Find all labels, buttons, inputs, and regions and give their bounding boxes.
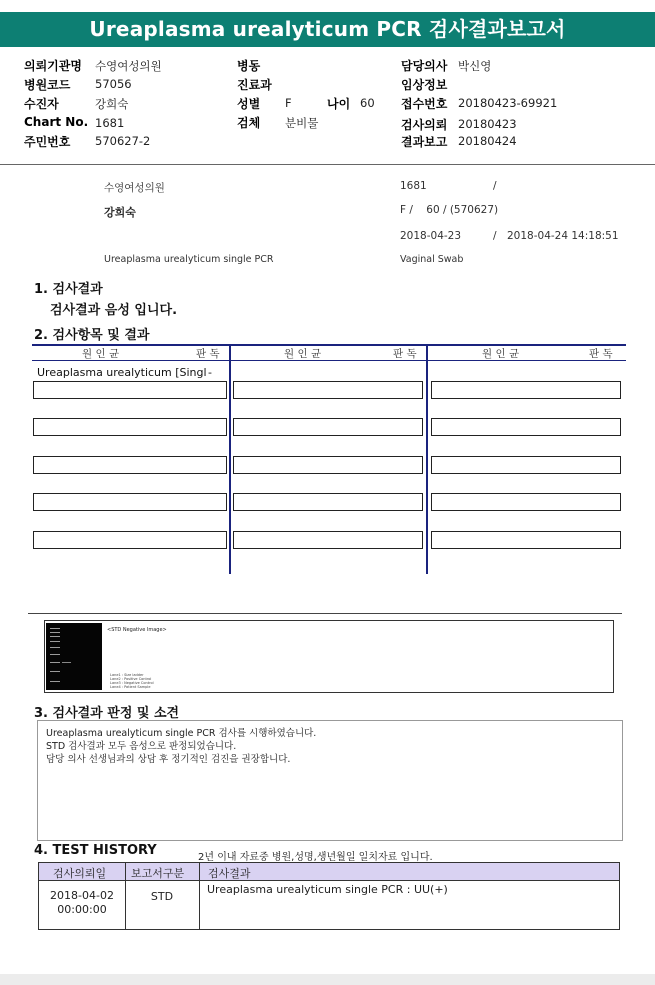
clinic-name-value: 수영여성의원	[95, 59, 162, 73]
grid-cell	[431, 418, 621, 436]
history-row-type: STD	[150, 890, 174, 903]
report-header	[0, 54, 655, 166]
summary-chart: 1681	[400, 180, 427, 192]
grid-col1-organism-header: 원 인 균	[82, 348, 120, 360]
resident-no-value: 570627-2	[95, 134, 151, 148]
ward-label: 병동	[237, 59, 261, 73]
receipt-no-label: 접수번호	[401, 97, 448, 111]
history-row-time: 00:00:00	[57, 903, 107, 916]
grid-col2-organism-header: 원 인 균	[284, 348, 322, 360]
specimen-label: 검체	[237, 116, 261, 130]
gel-legend-line: Lane2 : Positive Control	[110, 677, 152, 681]
comment-line: 담당 의사 선생님과의 상담 후 정기적인 검진을 권장합니다.	[46, 754, 291, 765]
header-divider	[0, 164, 655, 165]
grid-cell	[33, 456, 227, 474]
doctor-value: 박신영	[458, 59, 492, 73]
sex-label: 성별	[237, 97, 261, 111]
report-date-value: 20180424	[458, 134, 517, 148]
history-header-result: 검사결과	[208, 867, 251, 880]
request-date-label: 검사의뢰	[401, 118, 448, 132]
hospital-code-value: 57056	[95, 77, 132, 91]
gel-legend-line: Lane1 : Size ladder	[110, 673, 144, 677]
comment-line: STD 검사결과 모두 음성으로 판정되었습니다.	[46, 741, 237, 752]
section-1-result: 검사결과 음성 입니다.	[50, 303, 178, 318]
grid-col2-judgment-header: 판 독	[393, 348, 417, 360]
grid-col1-judgment-header: 판 독	[196, 348, 220, 360]
request-date-value: 20180423	[458, 117, 517, 131]
age-value: 60	[360, 96, 375, 110]
summary-date-reported: 2018-04-24 14:18:51	[507, 230, 619, 242]
grid-cell	[33, 493, 227, 511]
history-table	[38, 862, 620, 930]
summary-specimen: Vaginal Swab	[400, 254, 464, 265]
history-row-result: Ureaplasma urealyticum single PCR : UU(+)	[207, 883, 448, 896]
section-4-title: 4. TEST HISTORY	[34, 843, 157, 858]
report-title: Ureaplasma urealyticum PCR 검사결과보고서	[0, 12, 655, 47]
patient-value: 강희숙	[95, 97, 129, 111]
grid-cell	[431, 493, 621, 511]
section-1-title: 1. 검사결과	[34, 282, 103, 297]
grid-cell	[431, 456, 621, 474]
summary-chart-sep: /	[493, 180, 497, 192]
hospital-code-label: 병원코드	[24, 78, 71, 92]
section-3-title: 3. 검사결과 판정 및 소견	[34, 706, 180, 721]
gel-legend	[110, 673, 154, 689]
gel-separator	[28, 613, 622, 614]
summary-date-sep: /	[493, 230, 497, 242]
specimen-value: 분비물	[285, 116, 319, 130]
grid-divider-1	[229, 344, 231, 574]
history-col-divider	[199, 863, 200, 929]
summary-test-name: Ureaplasma urealyticum single PCR	[104, 254, 274, 265]
gel-legend-line: Lane4 : Patient Sample	[110, 685, 151, 689]
summary-date-received: 2018-04-23	[400, 230, 462, 242]
grid-cell	[233, 531, 423, 549]
age-label: 나이	[327, 97, 351, 111]
gel-legend-line: Lane3 : Negative Control	[110, 681, 154, 685]
grid-col3-judgment-header: 판 독	[589, 348, 613, 360]
grid-row-organism: Ureaplasma urealyticum [Singl	[37, 366, 207, 379]
grid-cell	[33, 531, 227, 549]
history-row-date: 2018-04-02	[50, 889, 114, 902]
grid-cell	[431, 381, 621, 399]
patient-label: 수진자	[24, 97, 59, 111]
doctor-label: 담당의사	[401, 59, 448, 73]
grid-divider-2	[426, 344, 428, 574]
sex-value: F	[285, 96, 292, 110]
history-note: 2년 이내 자료중 병원,성명,생년월일 일치자료 입니다.	[198, 852, 433, 863]
gel-electrophoresis-image	[46, 623, 102, 690]
department-label: 진료과	[237, 78, 272, 92]
resident-no-label: 주민번호	[24, 135, 71, 149]
grid-col3-organism-header: 원 인 균	[482, 348, 520, 360]
grid-cell	[233, 456, 423, 474]
summary-sex-age: F / 60 / (570627)	[400, 204, 499, 216]
section-2-title: 2. 검사항목 및 결과	[34, 328, 150, 343]
clinic-name-label: 의뢰기관명	[24, 59, 82, 73]
footer-band	[0, 974, 655, 985]
grid-cell	[431, 531, 621, 549]
grid-cell	[33, 418, 227, 436]
history-header-type: 보고서구분	[131, 867, 185, 880]
summary-clinic: 수영여성의원	[104, 182, 165, 194]
clinical-info-label: 임상정보	[401, 78, 448, 92]
comment-box	[37, 720, 623, 841]
history-table-header	[39, 863, 619, 881]
report-date-label: 결과보고	[401, 135, 448, 149]
grid-cell	[233, 493, 423, 511]
grid-top-border	[32, 344, 626, 346]
grid-row-judgment: -	[208, 366, 212, 379]
grid-cell	[33, 381, 227, 399]
chart-no-label: Chart No.	[24, 115, 89, 129]
gel-image-label: <STD Negative Image>	[107, 627, 167, 633]
summary-patient: 강희숙	[104, 206, 136, 219]
grid-header-divider	[32, 360, 626, 361]
history-header-date: 검사의뢰일	[53, 867, 107, 880]
receipt-no-value: 20180423-69921	[458, 96, 558, 110]
grid-cell	[233, 418, 423, 436]
comment-line: Ureaplasma urealyticum single PCR 검사를 시행하였습니다.	[46, 728, 317, 739]
chart-no-value: 1681	[95, 116, 125, 130]
grid-cell	[233, 381, 423, 399]
